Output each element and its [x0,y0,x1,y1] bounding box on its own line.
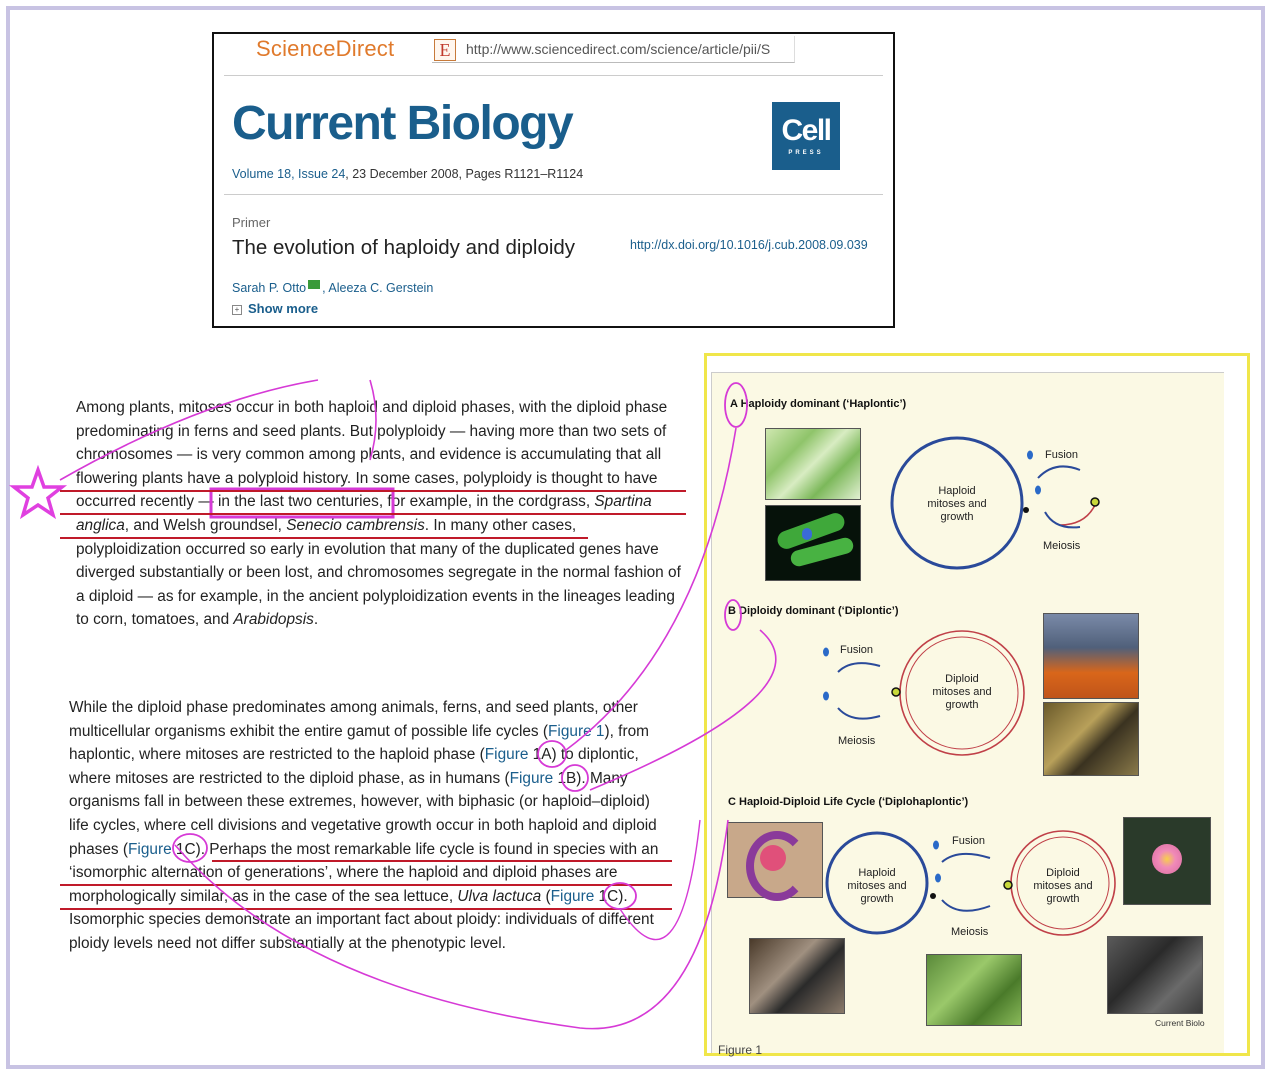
ref-circle-1c-2 [604,883,636,909]
para1-text: to corn, tomatoes, and [76,611,234,629]
figure-1-link[interactable]: Figure 1 [548,722,605,740]
figure-1b-link[interactable]: Figure [509,769,554,787]
para2-text: 1B). Many [553,769,628,787]
fusion-label-a: Fusion [1045,449,1079,461]
cycle-label-line: growth [860,893,894,905]
show-more-label: Show more [248,301,319,316]
figure-1a-link[interactable]: Figure [484,746,529,764]
author-link-otto[interactable]: Sarah P. Otto [232,281,307,295]
para1-text: . [313,611,319,629]
cell-logo-press: PRESS [788,150,824,156]
cycle-label-line: mitoses and [1033,880,1093,892]
connector-arc-a [566,428,736,750]
connector-arc-c [175,820,728,1029]
para2-line: ploidy levels need not differ substantially at the phenotypic level. [69,934,506,952]
para1-line: flowering plants have a polyploid history. In some cases, polyploidy is thought to have [76,469,658,487]
figure-1c-link-2[interactable]: Figure [550,887,595,905]
para2-text: phases ( [69,840,129,858]
volume-issue-link[interactable]: Volume 18, Issue 24 [232,167,346,181]
para1-line: polyploidization occurred so early in evolution that many of the duplicated genes have [76,540,659,558]
species-name: anglica [76,516,125,534]
connector-arc-b [590,630,776,790]
star-icon [14,470,62,515]
connector-arc-c2 [620,820,700,940]
para2-text: where mitoses are restricted to the diploid phase, as in humans ( [69,769,510,787]
panel-b-label: B Diploidy dominant (‘Diplontic’) [728,605,899,617]
url-text[interactable]: http://www.sciencedirect.com/science/article/pii/S [466,41,771,57]
para1-line: diverged substantially or been lost, and chromosomes segregate in the normal fashion of [76,564,681,582]
highlight-box [211,489,393,517]
plus-icon: + [232,305,242,315]
meiosis-label-b: Meiosis [838,735,876,747]
doi-link[interactable]: http://dx.doi.org/10.1016/j.cub.2008.09.039 [630,238,868,252]
species-name: Spartina [594,493,652,511]
panel-a-circle [725,383,747,427]
panel-c-label: C Haploid-Diploid Life Cycle (‘Diplohaplontic’) [728,796,969,808]
figure-credit: Current Biolo [1155,1018,1205,1028]
cycle-label-line: Haploid [858,867,896,879]
para2-line: While the diploid phase predominates among animals, ferns, and seed plants, other [69,699,638,716]
cycle-label-line: mitoses and [847,880,907,892]
para2-text: multicellular organisms exhibit the entire gamut of possible life cycles ( [69,722,549,740]
species-name: Senecio cambrensis [286,516,425,534]
para2-text: morphologically similar, as in the case of the sea lettuce, [69,887,458,905]
annotation-arc [60,380,318,480]
meiosis-label-a: Meiosis [1043,540,1081,552]
article-type: Primer [232,215,271,230]
para1-line: a diploid — as for example, in the ancient polyploidization events in the lineages leading [76,587,675,605]
para2-text: 1C). Perhaps the most remarkable life cycle is found in species with an [171,840,659,858]
para1-line: chromosomes — is very common among plants, and evidence is accumulating that all [76,446,662,464]
cell-logo-word: Cell [781,114,831,147]
fusion-label-b: Fusion [840,644,874,656]
date-pages: , 23 December 2008, Pages R1121–R1124 [345,167,584,181]
sciencedirect-logo[interactable]: ScienceDirect [256,36,395,61]
cycle-label-line: growth [1046,893,1080,905]
journal-title[interactable]: Current Biology [232,97,573,150]
cycle-label-line: growth [940,511,974,523]
para1-text: occurred recently — in the last two centuries, for example, in the cordgrass, [76,493,595,511]
fusion-label-c: Fusion [952,835,986,847]
para2-text: ( [541,887,551,905]
para2-text: 1C). [594,887,628,905]
browser-e-icon: E [434,39,456,61]
para2-line: organisms fall in between these extremes, however, with biphasic (or haploid–diploid) [69,793,650,811]
para1-text: , and Welsh groundsel, [124,516,287,534]
para1-text: . In many other cases, [424,516,577,534]
panel-b-circle [725,600,741,630]
ref-circle-1a [538,741,566,767]
annotation-arc [370,380,376,460]
cycle-label-line: mitoses and [927,498,987,510]
panel-a-label: A Haploidy dominant (‘Haplontic’) [730,398,907,410]
figure-1c-link[interactable]: Figure [128,840,172,858]
author-link-gerstein[interactable]: , Aleeza C. Gerstein [322,281,434,295]
para1-line: Among plants, mitoses occur in both haploid and diploid phases, with the diploid phase [76,399,668,416]
para2-text: ), from [604,722,649,740]
cycle-label-line: growth [945,699,979,711]
species-name: Ulva lactuca [457,887,542,905]
cycle-label-line: Haploid [938,485,976,497]
meiosis-label-c: Meiosis [951,926,989,938]
para2-line: ‘isomorphic alternation of generations’, where the haploid and diploid phases are [69,864,618,882]
para2-line: Isomorphic species demonstrate an important fact about ploidy: individuals of different [69,911,654,929]
para2-line: life cycles, where cell divisions and vegetative growth occur in both haploid and diploid [69,816,657,834]
para1-line: predominating in ferns and seed plants. But polyploidy — having more than two sets of [76,422,667,440]
para2-text: haplontic, where mitoses are restricted to the haploid phase ( [69,746,485,764]
cycle-label-line: Diploid [945,673,979,685]
ref-circle-1b [562,765,588,791]
species-name: Arabidopsis [233,611,314,629]
cycle-label-line: mitoses and [932,686,992,698]
article-title: The evolution of haploidy and diploidy [232,236,576,259]
cycle-label-line: Diploid [1046,867,1080,879]
para2-text: 1A) to diplontic, [528,746,639,764]
figure-caption: Figure 1 [718,1043,763,1057]
